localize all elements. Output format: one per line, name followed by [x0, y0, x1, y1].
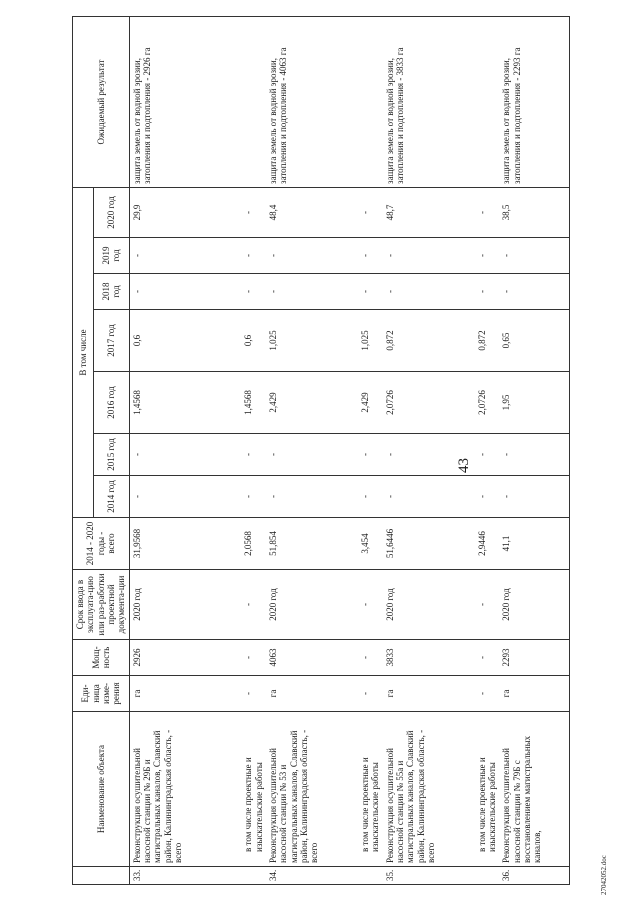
row-capacity: - [241, 640, 266, 676]
header-2016: 2016 год [94, 372, 130, 434]
row-capacity: 2926 [129, 640, 241, 676]
header-2019: 2019 год [94, 238, 130, 274]
header-2015: 2015 год [94, 434, 130, 476]
footer-code: 27042052.doc [600, 855, 608, 895]
row-result: защита земель от водной эрозии, затопления и подтопления - 3833 га [383, 16, 475, 187]
row-2017: 0,872 [475, 310, 500, 372]
row-2014: - [266, 476, 358, 518]
row-2018: - [383, 274, 475, 310]
row-2016: 2,429 [358, 372, 383, 434]
row-num: 35. [383, 867, 475, 885]
row-unit: га [129, 676, 241, 712]
row-deadline: 2020 год [266, 570, 358, 640]
header-deadline: Срок ввода в эксплуата-цию или раз-работки проектной документа-ции [73, 570, 130, 640]
header-result: Ожидаемый результат [73, 16, 130, 187]
row-num [241, 867, 266, 885]
row-2018: - [358, 274, 383, 310]
row-result: защита земель от водной эрозии, затопления и подтопления - 2293 га [499, 16, 569, 187]
table-row [129, 16, 241, 884]
row-total: 51,854 [266, 518, 358, 570]
row-result: защита земель от водной эрозии, затопления и подтопления - 4063 га [266, 16, 358, 187]
row-2014: - [358, 476, 383, 518]
row-name: в том числе проектные и изыскательские работы [241, 712, 266, 867]
header-2017: 2017 год [94, 310, 130, 372]
table-row [358, 16, 383, 884]
row-2017: 1,025 [266, 310, 358, 372]
row-2014: - [499, 476, 569, 518]
header-num [73, 867, 130, 885]
row-total: 3,454 [358, 518, 383, 570]
table-row [266, 16, 358, 884]
row-2014: - [475, 476, 500, 518]
header-in-total: В том числе [73, 187, 94, 517]
row-2018: - [499, 274, 569, 310]
row-num: 36. [499, 867, 569, 885]
row-unit: - [358, 676, 383, 712]
row-total: 51,6446 [383, 518, 475, 570]
row-deadline: 2020 год [499, 570, 569, 640]
row-result [358, 16, 383, 187]
row-2020: - [358, 187, 383, 237]
table-row [475, 16, 500, 884]
row-name: Реконструкция осушительной насосной станции № 53 и магистральных каналов, Славский район, Калининградская область, - всего [266, 712, 358, 867]
header-unit: Еди-ница изме-рения [73, 676, 130, 712]
row-capacity: 4063 [266, 640, 358, 676]
row-deadline: 2020 год [129, 570, 241, 640]
row-total: 2,0568 [241, 518, 266, 570]
row-2019: - [129, 238, 241, 274]
row-2016: 1,95 [499, 372, 569, 434]
row-capacity: 3833 [383, 640, 475, 676]
row-name: в том числе проектные и изыскательские работы [358, 712, 383, 867]
row-capacity: - [358, 640, 383, 676]
row-deadline: - [475, 570, 500, 640]
row-result [241, 16, 266, 187]
row-2019: - [358, 238, 383, 274]
row-name: Реконструкция осушительной насосной станции № 29Б и магистральных каналов, Славский район, Калининградская область, - всего [129, 712, 241, 867]
page-number: 43 [456, 458, 472, 473]
row-total: 41,1 [499, 518, 569, 570]
row-2019: - [241, 238, 266, 274]
row-unit: га [266, 676, 358, 712]
row-2016: 2,0726 [383, 372, 475, 434]
row-unit: - [475, 676, 500, 712]
row-2020: 48,7 [383, 187, 475, 237]
row-unit: га [499, 676, 569, 712]
investment-table [72, 16, 570, 885]
row-2014: - [241, 476, 266, 518]
row-2014: - [383, 476, 475, 518]
header-2018: 2018 год [94, 274, 130, 310]
row-deadline: - [241, 570, 266, 640]
row-capacity: 2293 [499, 640, 569, 676]
row-2015: - [129, 434, 241, 476]
row-2019: - [475, 238, 500, 274]
row-result [475, 16, 500, 187]
header-capacity: Мощ-ность [73, 640, 130, 676]
row-2015: - [241, 434, 266, 476]
row-2015: - [383, 434, 475, 476]
row-num: 34. [266, 867, 358, 885]
row-num [475, 867, 500, 885]
row-2016: 2,429 [266, 372, 358, 434]
row-2018: - [241, 274, 266, 310]
row-name: Реконструкция осушительной насосной станции № 79Б с восстановлением магистральных каналов, [499, 712, 569, 867]
row-deadline: 2020 год [383, 570, 475, 640]
row-2020: 48,4 [266, 187, 358, 237]
row-2017: 0,872 [383, 310, 475, 372]
row-2020: 38,5 [499, 187, 569, 237]
row-2016: 1,4568 [129, 372, 241, 434]
row-2015: - [266, 434, 358, 476]
row-name: в том числе проектные и изыскательские работы [475, 712, 500, 867]
row-2015: - [499, 434, 569, 476]
row-2017: 0,6 [241, 310, 266, 372]
row-name: Реконструкция осушительной насосной станции № 55а и магистральных каналов, Славский район, Калининградская область, - всего [383, 712, 475, 867]
row-2018: - [129, 274, 241, 310]
row-2019: - [499, 238, 569, 274]
row-2019: - [266, 238, 358, 274]
header-row-1 [73, 16, 94, 884]
row-num: 33. [129, 867, 241, 885]
row-2014: - [129, 476, 241, 518]
row-2017: 0,6 [129, 310, 241, 372]
row-result: защита земель от водной эрозии, затопления и подтопления - 2926 га [129, 16, 241, 187]
row-total: 31,9568 [129, 518, 241, 570]
table-row [499, 16, 569, 884]
table-row [241, 16, 266, 884]
row-2016: 2,0726 [475, 372, 500, 434]
row-2020: - [241, 187, 266, 237]
header-total: 2014 - 2020 годы - всего [73, 518, 130, 570]
header-name: Наименование объекта [73, 712, 130, 867]
row-2018: - [475, 274, 500, 310]
row-2020: - [475, 187, 500, 237]
row-num [358, 867, 383, 885]
row-2017: 1,025 [358, 310, 383, 372]
table-row [383, 16, 475, 884]
row-2017: 0,65 [499, 310, 569, 372]
row-2015: - [475, 434, 500, 476]
row-2019: - [383, 238, 475, 274]
row-deadline: - [358, 570, 383, 640]
row-unit: - [241, 676, 266, 712]
row-2015: - [358, 434, 383, 476]
row-2016: 1,4568 [241, 372, 266, 434]
row-2020: 29,9 [129, 187, 241, 237]
header-2014: 2014 год [94, 476, 130, 518]
row-capacity: - [475, 640, 500, 676]
header-2020: 2020 год [94, 187, 130, 237]
row-2018: - [266, 274, 358, 310]
row-unit: га [383, 676, 475, 712]
row-total: 2,9446 [475, 518, 500, 570]
